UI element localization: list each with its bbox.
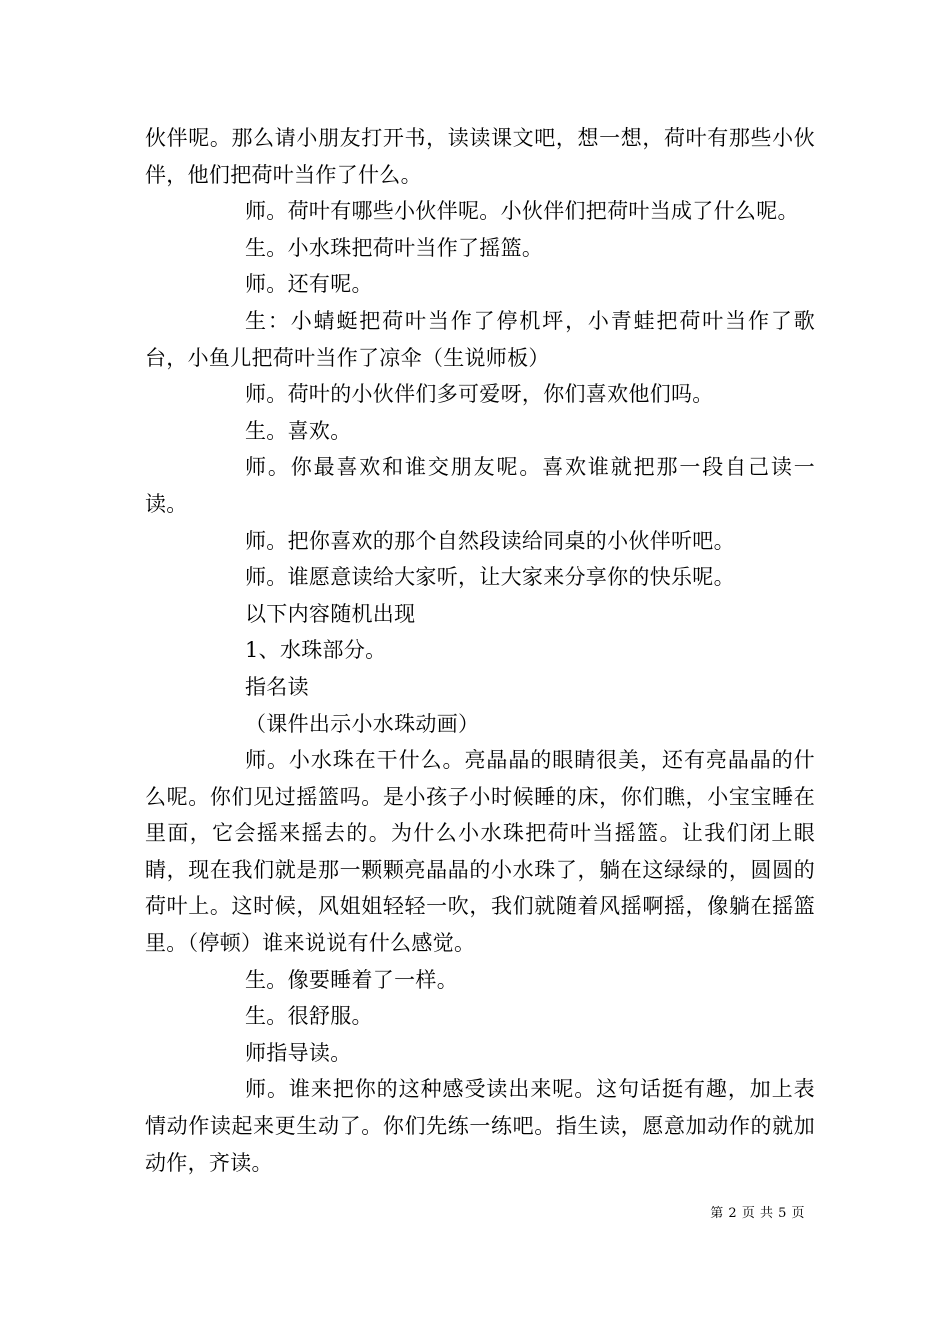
section-note: 以下内容随机出现 (245, 601, 416, 626)
paragraph: 师。还有呢。 (245, 272, 373, 297)
body-text (145, 120, 815, 1181)
paragraph: 师。小水珠在干什么。亮晶晶的眼睛很美，还有亮晶晶的什么呢。你们见过摇篮吗。是小孩子小时候睡的床，你们瞧，小宝宝睡在里面，它会摇来摇去的。为什么小水珠把荷叶当摇篮。让我们闭上眼睛，现在我们就是那一颗颗亮晶晶的小水珠了，躺在这绿绿的，圆圆的荷叶上。这时候，风姐姐轻轻一吹，我们就随着风摇啊摇，像躺在摇篮里。（停顿）谁来说说有什么感觉。 (145, 748, 815, 956)
paragraph: 生。小水珠把荷叶当作了摇篮。 (245, 235, 544, 260)
paragraph: 师。荷叶有哪些小伙伴呢。小伙伴们把荷叶当成了什么呢。 (245, 199, 799, 224)
paragraph: 生。喜欢。 (245, 418, 352, 443)
paragraph: 师。谁愿意读给大家听，让大家来分享你的快乐呢。 (245, 565, 735, 590)
paragraph: 生。很舒服。 (245, 1004, 373, 1029)
paragraph: 师。把你喜欢的那个自然段读给同桌的小伙伴听吧。 (245, 528, 735, 553)
paragraph: 师。荷叶的小伙伴们多可爱呀，你们喜欢他们吗。 (245, 382, 714, 407)
page-number-footer: 第 2 页 共 5 页 (710, 1206, 805, 1221)
paragraph: 师指导读。 (245, 1040, 352, 1065)
paragraph: 生：小蜻蜓把荷叶当作了停机坪，小青蛙把荷叶当作了歌台，小鱼儿把荷叶当作了凉伞（生说师板） (145, 308, 815, 370)
paragraph: 生。像要睡着了一样。 (245, 967, 458, 992)
paragraph: 师。谁来把你的这种感受读出来呢。这句话挺有趣，加上表情动作读起来更生动了。你们先练一练吧。指生读，愿意加动作的就加动作，齐读。 (145, 1077, 815, 1175)
paragraph: 师。你最喜欢和谁交朋友呢。喜欢谁就把那一段自己读一读。 (145, 455, 815, 516)
paragraph: 指名读 (245, 674, 309, 699)
section-heading: 1、水珠部分。 (245, 638, 387, 663)
paragraph: （课件出示小水珠动画） (245, 711, 480, 736)
paragraph: 伙伴呢。那么请小朋友打开书，读读课文吧，想一想，荷叶有那些小伙伴，他们把荷叶当作了什么。 (145, 126, 815, 187)
